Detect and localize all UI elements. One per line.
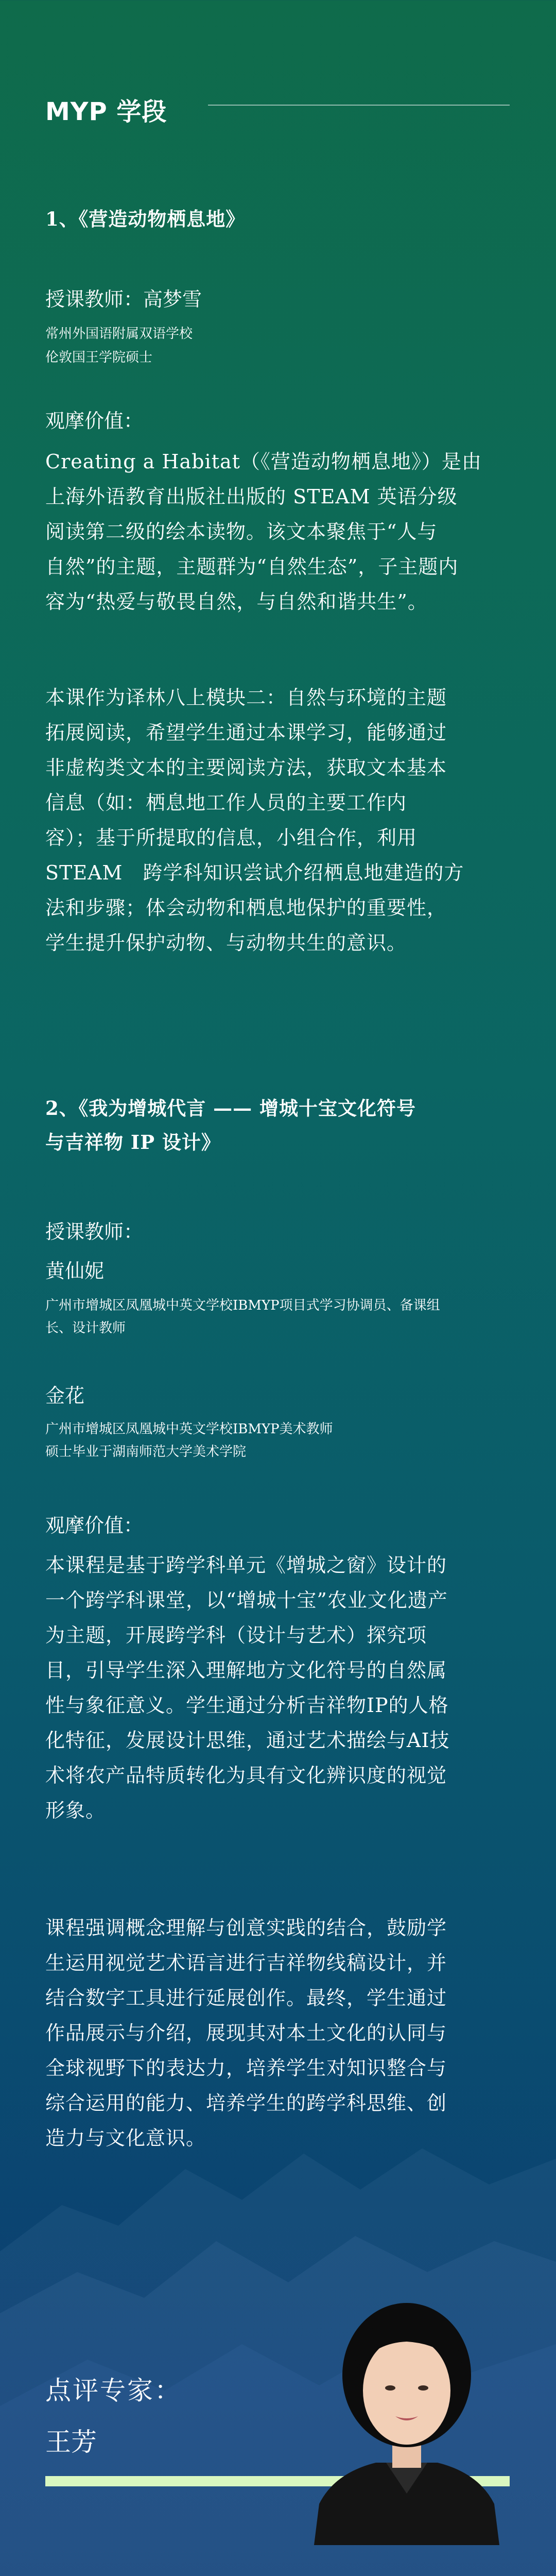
course1-teacher-label: 授课教师：高梦雪	[45, 288, 202, 311]
expert-name: 王芳	[45, 2427, 97, 2457]
text-line: 容）；基于所提取的信息，小组合作，利用	[45, 826, 418, 849]
desc-line: 长、设计教师	[45, 1320, 126, 1336]
desc-line: 硕士毕业于湖南师范大学美术学院	[45, 1444, 247, 1460]
expert-label: 点评专家：	[45, 2376, 182, 2405]
text-line: 非虚构类文本的主要阅读方法，获取文本基本	[45, 756, 447, 779]
text-line: 法和步骤；体会动物和栖息地保护的重要性，	[45, 896, 447, 919]
desc-line: 广州市增城区凤凰城中英文学校IBMYP美术教师	[45, 1421, 333, 1437]
text-line: 形象。	[45, 1799, 106, 1822]
course1-description	[45, 680, 511, 960]
credential-line	[51, 2570, 423, 2576]
text-line: 自然”的主题，主题群为“自然生态”，子主题内	[45, 555, 459, 578]
desc-line: 广州市增城区凤凰城中英文学校IBMYP项目式学习协调员、备课组	[45, 1298, 440, 1313]
course1-value-text	[45, 444, 511, 619]
text-line: 信息（如：栖息地工作人员的主要工作内	[45, 791, 407, 814]
text-line: 学生提升保护动物、与动物共生的意识。	[45, 931, 407, 954]
text-line: 上海外语教育出版社出版的 STEAM 英语分级	[45, 485, 458, 508]
course2-teacher2-name: 金花	[45, 1384, 85, 1407]
text-line: 全球视野下的表达力，培养学生对知识整合与	[45, 2057, 447, 2079]
text-line: 化特征，发展设计思维，通过艺术描绘与AI技	[45, 1729, 450, 1752]
text-line: 综合运用的能力、培养学生的跨学科思维、创	[45, 2092, 447, 2114]
text-line: 术将农产品特质转化为具有文化辨识度的视觉	[45, 1764, 447, 1787]
text-line: 性与象征意义。学生通过分析吉祥物IP的人格	[45, 1694, 449, 1717]
text-line: Creating a Habitat（《营造动物栖息地》）是由	[45, 450, 482, 473]
text-line: 造力与文化意识。	[45, 2127, 206, 2149]
text-line: 本课程是基于跨学科单元《增城之窗》设计的	[45, 1554, 447, 1577]
course2-teacher-label: 授课教师：	[45, 1221, 144, 1243]
course2-teacher2-desc	[45, 1418, 333, 1463]
expert-portrait	[304, 2287, 510, 2545]
course2-heading	[45, 1091, 416, 1159]
text-line: 一个跨学科课堂，以“增城十宝”农业文化遗产	[45, 1589, 448, 1612]
text-line: 本课作为译林八上模块二：自然与环境的主题	[45, 686, 447, 709]
title-divider	[208, 105, 510, 106]
heading-line: 2、《我为增城代言 —— 增城十宝文化符号	[45, 1097, 416, 1120]
text-line: 结合数字工具进行延展创作。最终，学生通过	[45, 1987, 447, 2009]
course2-teacher1-desc	[45, 1294, 440, 1340]
course2-teacher1-name: 黄仙妮	[45, 1260, 105, 1282]
text-line: 拓展阅读，希望学生通过本课学习，能够通过	[45, 721, 447, 744]
text-line: 生运用视觉艺术语言进行吉祥物线稿设计，并	[45, 1952, 447, 1974]
course1-value-label: 观摩价值：	[45, 410, 144, 432]
text-line: 目，引导学生深入理解地方文化符号的自然属	[45, 1659, 447, 1682]
course2-value-text	[45, 1548, 511, 1828]
course1-heading: 1、《营造动物栖息地》	[45, 208, 246, 230]
expert-credentials	[51, 2570, 423, 2576]
text-line: STEAM 跨学科知识尝试介绍栖息地建造的方	[45, 861, 464, 884]
text-line: 作品展示与介绍，展现其对本土文化的认同与	[45, 2022, 447, 2044]
course2-description	[45, 1910, 511, 2156]
text-line: 阅读第二级的绘本读物。该文本聚焦于“人与	[45, 520, 438, 543]
course2-value-label: 观摩价值：	[45, 1514, 144, 1537]
section-title: MYP 学段	[45, 97, 167, 126]
course1-teacher-school: 常州外国语附属双语学校	[45, 326, 193, 342]
course1-teacher-degree: 伦敦国王学院硕士	[45, 350, 153, 365]
text-line: 为主题，开展跨学科（设计与艺术）探究项	[45, 1624, 427, 1647]
text-line: 课程强调概念理解与创意实践的结合，鼓励学	[45, 1917, 447, 1939]
text-line: 容为“热爱与敬畏自然，与自然和谐共生”。	[45, 590, 428, 613]
heading-line: 与吉祥物 IP 设计》	[45, 1131, 221, 1154]
